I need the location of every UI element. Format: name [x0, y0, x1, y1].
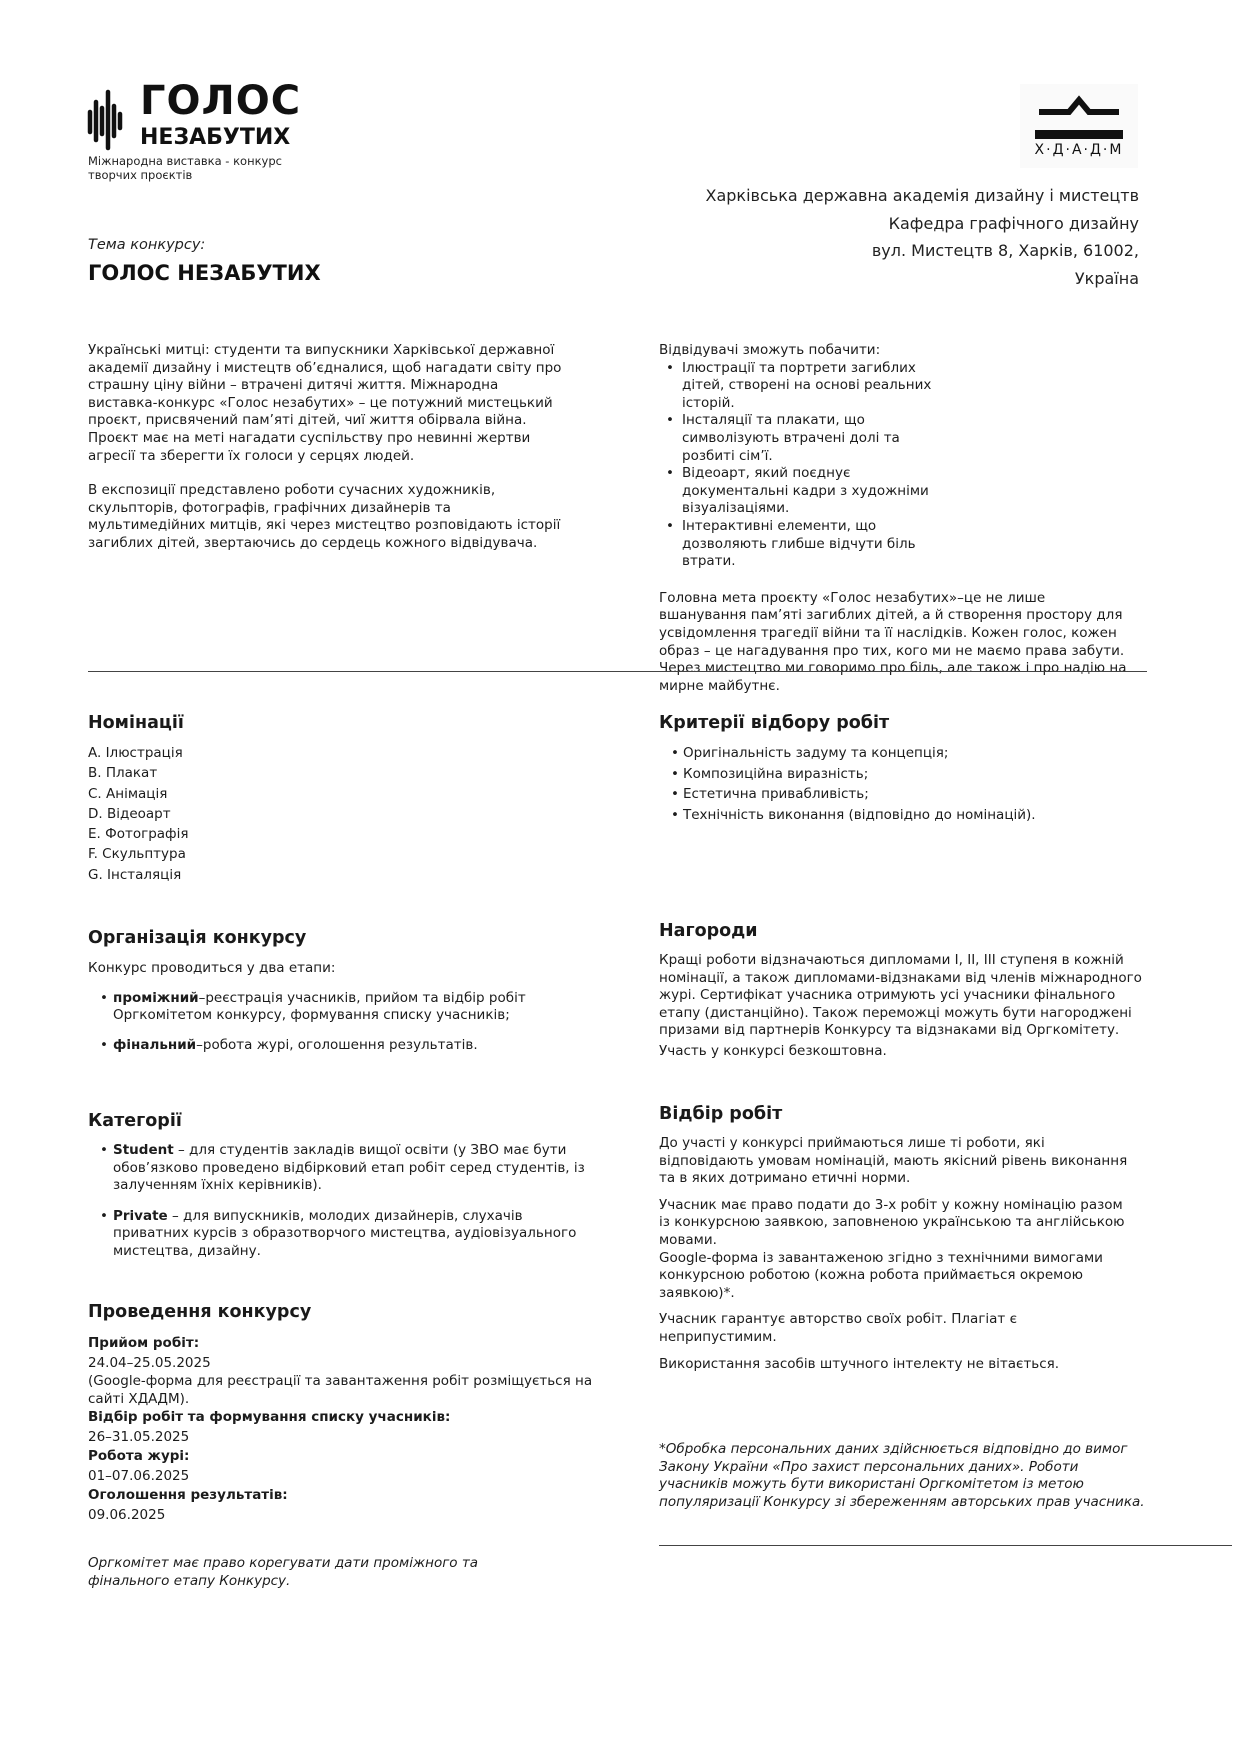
voices-logo-icon [86, 88, 126, 152]
nominations-title: Номінації [88, 713, 184, 733]
exhibition-logo [86, 78, 306, 154]
theme-label: Тема конкурсу: [88, 237, 206, 253]
schedule-date: 01–07.06.2025 [88, 1467, 190, 1484]
organization-body [88, 960, 588, 1061]
categories-list [88, 1142, 596, 1268]
logo-caption-line-2: творчих проєктів [88, 168, 193, 182]
schedule-date: 09.06.2025 [88, 1506, 166, 1523]
theme-title: ГОЛОС НЕЗАБУТИХ [88, 261, 321, 285]
address-line-1: Харківська державна академія дизайну і мистецтв [705, 186, 1139, 205]
awards-paragraph: Кращі роботи відзначаються дипломами І, ІІ, ІІІ ступеня в кожній номінації, а також дипломами-відзнаками від членів міжнародного журі. Сертифікат учасника отримують усі учасники фінального етапу (дистанційно). Також переможці можуть бути нагороджені призами від партнерів Конкурсу та відзнаками від Оргкомітету. [659, 952, 1142, 1039]
schedule-label: Робота журі: [88, 1448, 190, 1465]
schedule-body [88, 1334, 596, 1525]
schedule-label: Оголошення результатів: [88, 1487, 288, 1504]
selection-paragraph: Учасник гарантує авторство своїх робіт. Плагіат є неприпустимим. [659, 1311, 1018, 1345]
intro-paragraph-1: Українські митці: студенти та випускники Харківської державної академії дизайну і мистецтв об’єдналися, щоб нагадати світу про страшну ціну війни – втрачені дитячі життя. Міжнародна виставка-конкурс «Голос незабутих» – це потужний мистецький проєкт, присвячений пам’яті дітей, чиї життя обірвала війна. Проєкт має на меті нагадати суспільству про невинні жертви агресії та зберегти їх голоси у серцях людей. [88, 342, 562, 464]
logo-caption-line-1: Міжнародна виставка - конкурс [88, 154, 282, 168]
visitors-item: • Інсталяції та плакати, що символізують втрачені долі та розбиті сім’ї. [659, 412, 949, 465]
stage-description: –реєстрація учасників, прийом та відбір робіт Оргкомітетом конкурсу, формування списку учасників; [113, 989, 526, 1024]
academy-address [706, 182, 1140, 292]
criteria-item: • Естетична привабливість; [659, 786, 1036, 807]
nomination-item: F. Скульптура [88, 846, 186, 863]
academy-logo-text: Х·Д·А·Д·М [1034, 142, 1124, 158]
nomination-item: B. Плакат [88, 765, 158, 782]
address-line-4: Україна [1074, 268, 1139, 288]
visitors-lead: Відвідувачі зможуть побачити: [659, 342, 881, 358]
category-name: Student [113, 1142, 174, 1158]
address-line-3: вул. Мистецтв 8, Харків, 61002, [871, 241, 1139, 260]
category-item [88, 1208, 596, 1261]
schedule-label: Відбір робіт та формування списку учасників: [88, 1409, 451, 1426]
footnote-divider [659, 1545, 1232, 1546]
address-line-2: Кафедра графічного дизайну [888, 213, 1139, 233]
selection-paragraph: Google-форма із завантаженою згідно з технічними вимогами конкурсною роботою (кожна робота приймається окремою заявкою)*. [659, 1249, 1103, 1301]
visitors-item: • Відеоарт, який поєднує документальні кадри з художніми візуалізаціями. [659, 465, 949, 518]
stages-list [88, 990, 548, 1055]
schedule-date: 24.04–25.05.2025 [88, 1354, 211, 1371]
personal-data-footnote: *Обробка персональних даних здійснюється відповідно до вимог Закону України «Про захист персональних даних». Роботи учасників можуть бути використані Оргкомітетом із метою популяризації Конкурсу зі збереженням авторських прав учасника. [659, 1441, 1145, 1510]
visitors-item: • Інтерактивні елементи, що дозволяють глибше відчути біль втрати. [659, 518, 949, 571]
stage-name: проміжний [113, 989, 199, 1006]
criteria-item: • Оригінальність задуму та концепція; [659, 745, 1036, 766]
category-name: Private [113, 1207, 168, 1224]
logo-title: ГОЛОС [140, 78, 302, 124]
logo-subtitle: НЕЗАБУТИХ [140, 125, 291, 150]
criteria-list [659, 745, 1036, 827]
visitors-item: • Ілюстрації та портрети загиблих дітей, створені на основі реальних історій. [659, 360, 949, 413]
visitors-list [659, 360, 949, 571]
schedule-disclaimer: Оргкомітет має право корегувати дати проміжного та фінального етапу Конкурсу. [88, 1555, 478, 1589]
selection-paragraph: Використання засобів штучного інтелекту не вітається. [659, 1355, 1060, 1372]
categories-title: Категорії [88, 1111, 182, 1131]
organization-title: Організація конкурсу [88, 928, 307, 948]
project-goal: Головна мета проєкту «Голос незабутих»–це не лише вшанування пам’яті загиблих дітей, а й створення простору для усвідомлення трагедії війни та її наслідків. Кожен голос, кожен образ – це нагадування про тих, кого ми не маємо права забути. Через мистецтво ми говоримо про біль, але також і про надію на мирне майбутнє. [659, 589, 1127, 694]
nomination-item: E. Фотографія [88, 826, 189, 843]
selection-title: Відбір робіт [659, 1104, 783, 1124]
schedule-note: (Google-форма для реєстрації та завантаження робіт розміщується на сайті ХДАДМ). [88, 1373, 593, 1407]
awards-body [659, 952, 1147, 1061]
category-description: – для студентів закладів вищої освіти (у ЗВО має бути обов’язково проведено відбірковий етап робіт серед студентів, із залученням їхніх керівників). [113, 1142, 585, 1194]
criteria-title: Критерії відбору робіт [659, 713, 890, 733]
criteria-item: • Композиційна виразність; [659, 766, 1036, 787]
intro-left [88, 342, 570, 553]
nomination-item: D. Відеоарт [88, 805, 171, 822]
schedule-title: Проведення конкурсу [88, 1302, 312, 1322]
selection-body [659, 1135, 1137, 1373]
selection-paragraph: До участі у конкурсі приймаються лише ті роботи, які відповідають умовам номінацій, мають якісний рівень виконання та в яких дотримано етичні норми. [659, 1135, 1128, 1187]
academy-emblem-icon [1029, 90, 1129, 146]
academy-logo [1020, 84, 1138, 168]
nomination-item: G. Інсталяція [88, 866, 182, 883]
awards-title: Нагороди [659, 921, 758, 941]
criteria-item: • Технічність виконання (відповідно до номінацій). [659, 807, 1036, 828]
nomination-item: A. Ілюстрація [88, 745, 183, 761]
intro-right [659, 342, 1129, 695]
selection-paragraph: Учасник має право подати до 3-х робіт у кожну номінацію разом із конкурсною заявкою, заповненою українською та англійською мовами. [659, 1196, 1125, 1248]
organization-lead: Конкурс проводиться у два етапи: [88, 960, 336, 976]
intro-paragraph-2: В експозиції представлено роботи сучасних художників, скульпторів, фотографів, графічних дизайнерів та мультимедійних митців, які через мистецтво розповідають історії загиблих дітей, звертаючись до сердець кожного відвідувача. [88, 482, 561, 551]
nominations-list [88, 745, 188, 887]
category-description: – для випускників, молодих дизайнерів, слухачів приватних курсів з образотворчого мистецтва, аудіовізуального мистецтва, дизайну. [113, 1207, 577, 1259]
stage-item [88, 990, 548, 1025]
category-item [88, 1142, 596, 1195]
logo-caption [88, 154, 282, 182]
stage-item [88, 1037, 548, 1055]
stage-name: фінальний [113, 1036, 197, 1053]
schedule-label: Прийом робіт: [88, 1335, 200, 1351]
schedule-date: 26–31.05.2025 [88, 1428, 190, 1445]
nomination-item: C. Анімація [88, 785, 168, 802]
awards-free-note: Участь у конкурсі безкоштовна. [659, 1042, 887, 1059]
stage-description: –робота журі, оголошення результатів. [196, 1036, 478, 1053]
section-divider [88, 671, 1147, 672]
